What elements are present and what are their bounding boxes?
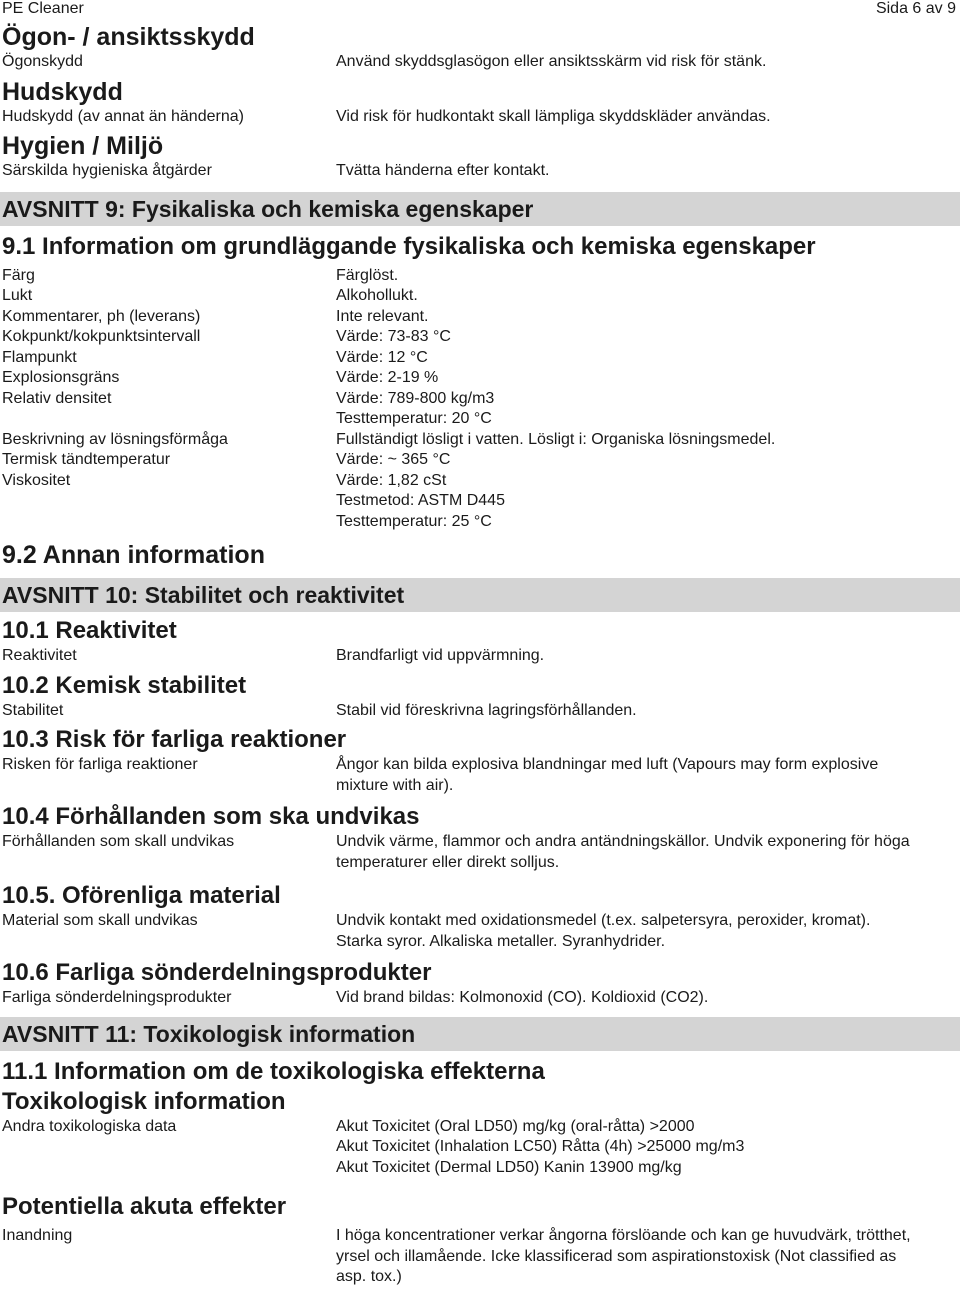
value-line: Akut Toxicitet (Inhalation LC50) Råtta (4h) >25000 mg/m3 (336, 1138, 745, 1155)
subsection-10-5-heading: 10.5. Oförenliga material (2, 882, 281, 909)
hygiene-row (2, 161, 960, 182)
row-value: Vid brand bildas: Kolmonoxid (CO). Koldioxid (CO2). (336, 989, 709, 1006)
property-row (2, 348, 960, 369)
row-label: Ögonskydd (2, 53, 83, 70)
section-11-band: AVSNITT 11: Toxikologisk information (0, 1017, 960, 1051)
property-row (2, 327, 960, 348)
value-line: Inte relevant. (336, 307, 429, 325)
row-value: I höga koncentrationer verkar ångorna förslöande och kan ge huvudvärk, trötthet, yrsel och illamående. Icke klassificerad som aspirationstoxisk (Not classified as asp. tox.) (336, 1227, 911, 1285)
property-row (2, 266, 960, 287)
subsection-10-2-heading: 10.2 Kemisk stabilitet (2, 671, 247, 699)
value-line: Testmetod: ASTM D445 (336, 492, 505, 509)
skin-protection-row (2, 107, 960, 128)
toxicological-info-heading: Toxikologisk information (2, 1087, 286, 1115)
value-line: Värde: 789-800 kg/m3 (336, 389, 495, 407)
property-value (336, 450, 960, 471)
acute-effects-heading: Potentiella akuta effekter (2, 1193, 287, 1220)
row-value: Brandfarligt vid uppvärmning. (336, 647, 545, 664)
property-row (2, 471, 960, 533)
row-label: Hudskydd (av annat än händerna) (2, 107, 244, 125)
property-row (2, 430, 960, 451)
value-line: Värde: 73-83 °C (336, 328, 451, 345)
row-label: Förhållanden som skall undvikas (2, 833, 235, 850)
section-10-band: AVSNITT 10: Stabilitet och reaktivitet (0, 578, 960, 612)
property-row (2, 368, 960, 389)
row-value: Använd skyddsglasögon eller ansiktsskärm vid risk för stänk. (336, 53, 767, 70)
row-label: Material som skall undvikas (2, 912, 198, 929)
reactivity-row (2, 646, 960, 667)
value-line: Färglöst. (336, 266, 399, 284)
row-label: Risken för farliga reaktioner (2, 756, 198, 773)
property-value (336, 327, 960, 348)
property-value (336, 266, 960, 287)
property-row (2, 286, 960, 307)
properties-table (2, 266, 960, 533)
hazardous-reactions-row (2, 755, 960, 796)
incompatible-materials-row (2, 911, 960, 952)
page-header (0, 0, 960, 20)
row-value: Tvätta händerna efter kontakt. (336, 162, 550, 179)
value-line: Alkohollukt. (336, 287, 418, 304)
row-label: Andra toxikologiska data (2, 1117, 177, 1135)
row-label: Farliga sönderdelningsprodukter (2, 989, 232, 1006)
property-value (336, 286, 960, 307)
row-value: Vid risk för hudkontakt skall lämpliga skyddskläder användas. (336, 107, 771, 125)
skin-protection-heading: Hudskydd (2, 77, 123, 106)
eye-protection-heading: Ögon- / ansiktsskydd (2, 23, 255, 51)
row-label: Inandning (2, 1227, 73, 1244)
document-body (2, 22, 960, 1288)
subsection-10-6-heading: 10.6 Farliga sönderdelningsprodukter (2, 959, 432, 986)
inhalation-row (2, 1226, 960, 1288)
value-line: Akut Toxicitet (Oral LD50) mg/kg (oral-råtta) >2000 (336, 1117, 695, 1135)
property-label: Beskrivning av lösningsförmåga (2, 430, 228, 448)
row-label: Reaktivitet (2, 647, 77, 664)
property-row (2, 389, 960, 430)
subsection-10-4-heading: 10.4 Förhållanden som ska undvikas (2, 803, 420, 830)
section-9-band: AVSNITT 9: Fysikaliska och kemiska egenskaper (0, 192, 960, 226)
property-label: Relativ densitet (2, 389, 112, 407)
value-line: Fullständigt lösligt i vatten. Lösligt i: Organiska lösningsmedel. (336, 430, 776, 448)
row-label: Stabilitet (2, 701, 64, 719)
subsection-10-3-heading: 10.3 Risk för farliga reaktioner (2, 726, 347, 753)
value-line: Värde: ~ 365 °C (336, 451, 451, 468)
row-value: Undvik kontakt med oxidationsmedel (t.ex. salpetersyra, peroxider, kromat). Starka syror. Alkaliska metaller. Syranhydrider. (336, 912, 871, 950)
property-label: Explosionsgräns (2, 369, 120, 386)
page-number: Sida 6 av 9 (875, 0, 956, 17)
property-value (336, 307, 960, 328)
hygiene-heading: Hygien / Miljö (2, 132, 164, 160)
conditions-to-avoid-row (2, 832, 960, 873)
property-label: Termisk tändtemperatur (2, 451, 171, 468)
property-label: Kokpunkt/kokpunktsintervall (2, 328, 201, 345)
row-label: Särskilda hygieniska åtgärder (2, 162, 212, 179)
row-value: Ångor kan bilda explosiva blandningar med luft (Vapours may form explosive mixture with air). (336, 756, 879, 794)
property-value (336, 368, 960, 389)
row-value: Undvik värme, flammor och andra antändningskällor. Undvik exponering för höga temperaturer eller direkt solljus. (336, 833, 910, 871)
property-value (336, 430, 960, 451)
value-line: Testtemperatur: 25 °C (336, 512, 492, 530)
property-label: Kommentarer, ph (leverans) (2, 307, 201, 325)
property-label: Färg (2, 266, 35, 284)
property-row (2, 450, 960, 471)
subsection-9-1-heading: 9.1 Information om grundläggande fysikaliska och kemiska egenskaper (2, 232, 816, 260)
product-name: PE Cleaner (2, 0, 84, 17)
eye-protection-row (2, 52, 960, 73)
value-line: Akut Toxicitet (Dermal LD50) Kanin 13900 mg/kg (336, 1158, 682, 1176)
value-line: Värde: 12 °C (336, 348, 428, 366)
subsection-10-1-heading: 10.1 Reaktivitet (2, 617, 177, 644)
property-row (2, 307, 960, 328)
value-line: Värde: 2-19 % (336, 369, 439, 386)
stability-row (2, 701, 960, 722)
subsection-9-2-heading: 9.2 Annan information (2, 541, 265, 569)
value-line: Testtemperatur: 20 °C (336, 410, 492, 427)
property-label: Lukt (2, 287, 33, 304)
row-value (336, 1117, 960, 1179)
property-value (336, 389, 960, 430)
property-value (336, 348, 960, 369)
property-value (336, 471, 960, 533)
row-value: Stabil vid föreskrivna lagringsförhållanden. (336, 701, 637, 719)
property-label: Viskositet (2, 471, 71, 489)
decomposition-products-row (2, 988, 960, 1009)
subsection-11-1-heading: 11.1 Information om de toxikologiska effekterna (2, 1057, 545, 1085)
property-label: Flampunkt (2, 348, 77, 366)
value-line: Värde: 1,82 cSt (336, 471, 447, 489)
toxicology-data-row (2, 1117, 960, 1179)
